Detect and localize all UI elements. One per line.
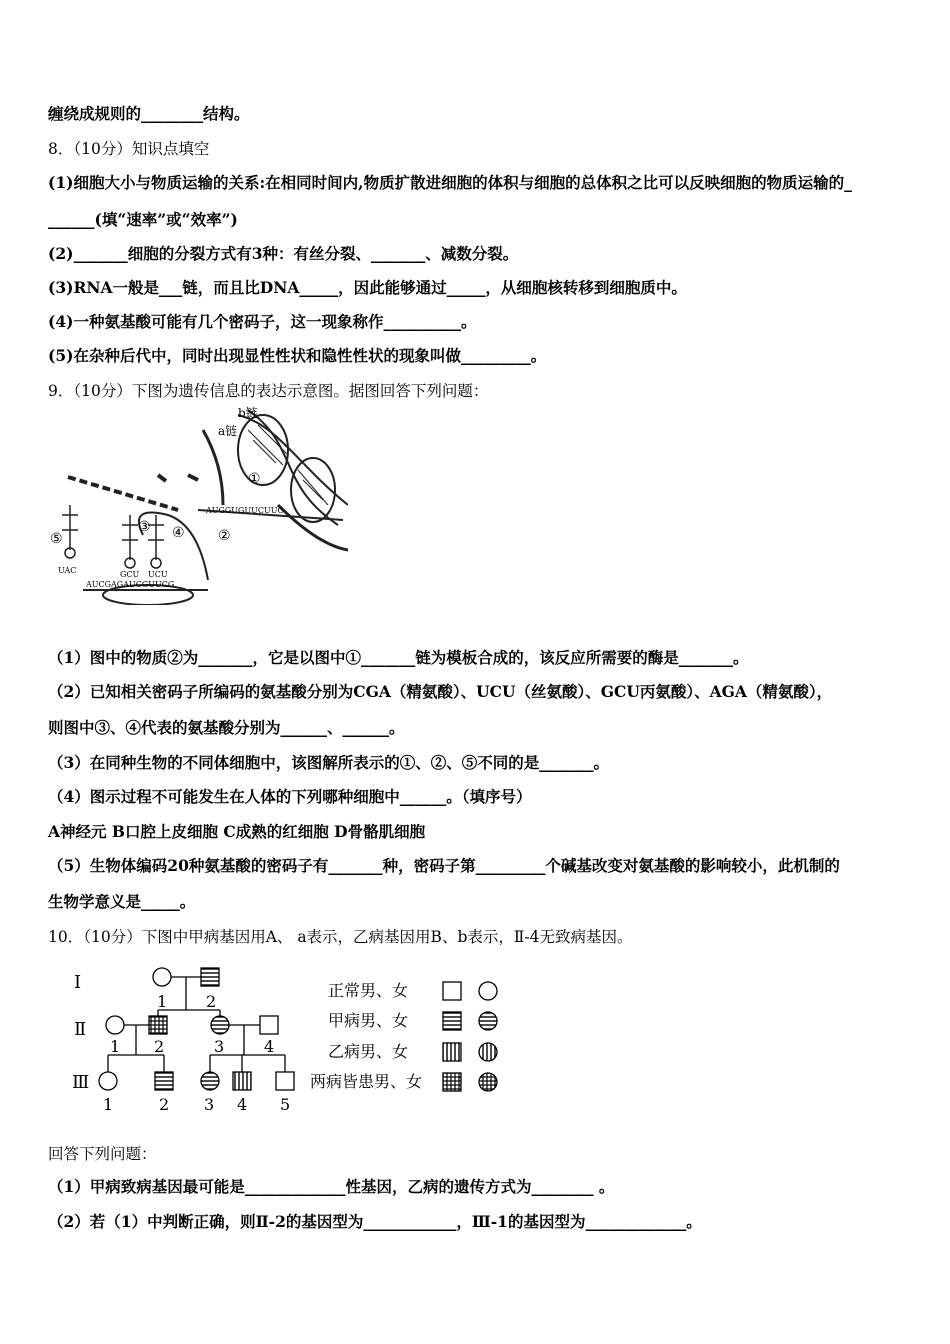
label-5: ⑤	[50, 531, 63, 547]
text-line: 则图中③、④代表的氨基酸分别为______、______。	[48, 718, 405, 737]
label-3: ③	[138, 519, 151, 535]
text-line: （3）在同种生物的不同体细胞中，该图解所表示的①、②、⑤不同的是_______。	[48, 753, 610, 772]
label-2: ②	[218, 528, 231, 544]
text-line: （4）图示过程不可能发生在人体的下列哪种细胞中______。（填序号）	[48, 787, 532, 806]
a-chain-label: a链	[218, 424, 238, 438]
III-3-number: 3	[204, 1095, 215, 1114]
text-line: （2）若（1）中判断正确，则Ⅱ-2的基因型为____________，Ⅲ-1的基因型为_____________。	[48, 1212, 702, 1231]
label-4: ④	[172, 525, 185, 541]
question-9-title: 9．（10分）下图为遗传信息的表达示意图。据图回答下列问题：	[48, 382, 489, 400]
text-line: A神经元 B口腔上皮细胞 C成熟的红细胞 D骨骼肌细胞	[48, 822, 426, 841]
text-line: 缠绕成规则的________结构。	[48, 104, 250, 123]
I-2-number: 2	[206, 992, 217, 1011]
legend-a-male	[443, 1012, 461, 1030]
II-2-number: 2	[154, 1037, 165, 1056]
legend-b-female	[479, 1043, 497, 1061]
legend-both-female	[479, 1073, 497, 1091]
text-line: (2)_______细胞的分裂方式有3种：有丝分裂、_______、减数分裂。	[48, 244, 519, 263]
legend-normal-label: 正常男、女	[328, 981, 409, 1000]
text-line: 回答下列问题：	[48, 1145, 157, 1163]
question-10-title: 10．（10分）下图中甲病基因用A、 a表示，乙病基因用B、b表示，Ⅱ-4无致病基因。	[48, 928, 633, 946]
I-1-female	[153, 968, 171, 986]
label-1: ①	[248, 471, 261, 487]
I-1-number: 1	[157, 992, 168, 1011]
II-1-female	[106, 1016, 124, 1034]
II-3-female-disease-a	[211, 1016, 229, 1034]
legend-normal-female	[479, 982, 497, 1000]
anticodon-5: UAC	[58, 566, 77, 575]
b-chain-label: b链	[238, 406, 258, 420]
II-1-number: 1	[110, 1037, 121, 1056]
legend-disease-a-label: 甲病男、女	[328, 1011, 409, 1030]
text-line: （2）已知相关密码子所编码的氨基酸分别为CGA（精氨酸）、UCU（丝氨酸）、GCU丙氨酸）、AGA（精氨酸），	[48, 682, 833, 701]
mrna-sequence: AUGGUGUUCUUC	[206, 506, 284, 515]
legend-disease-b-label: 乙病男、女	[328, 1042, 409, 1061]
II-4-male	[260, 1016, 278, 1034]
text-line: （5）生物体编码20种氨基酸的密码子有_______种，密码子第_________个碱基改变对氨基酸的影响较小，此机制的	[48, 856, 840, 875]
I-2-male-disease-a	[201, 968, 219, 986]
question-8-title: 8．（10分）知识点填空	[48, 140, 210, 158]
text-line: 生物学意义是_____。	[48, 892, 196, 911]
text-line: （1）图中的物质②为_______，它是以图中①_______链为模板合成的，该反应所需要的酶是_______。	[48, 648, 749, 667]
generation-2-label: Ⅱ	[74, 1019, 87, 1040]
legend-a-female	[479, 1012, 497, 1030]
II-3-number: 3	[214, 1037, 225, 1056]
legend-b-male	[443, 1043, 461, 1061]
III-1-number: 1	[103, 1095, 114, 1114]
III-4-number: 4	[237, 1095, 248, 1114]
text-line: (1)细胞大小与物质运输的关系:在相同时间内,物质扩散进细胞的体积与细胞的总体积之比可以反映细胞的物质运输的_	[48, 173, 852, 192]
III-5-male	[276, 1072, 294, 1090]
III-2-number: 2	[159, 1095, 170, 1114]
anticodon-3: GCU	[120, 570, 140, 579]
II-4-number: 4	[264, 1037, 275, 1056]
text-line: (5)在杂种后代中，同时出现显性性状和隐性性状的现象叫做_________。	[48, 346, 547, 365]
generation-1-label: Ⅰ	[74, 972, 82, 993]
III-4-male-disease-b	[233, 1072, 251, 1090]
II-2-male-both	[149, 1016, 167, 1034]
text-line: (3)RNA一般是___链，而且比DNA_____，因此能够通过_____，从细胞核转移到细胞质中。	[48, 278, 687, 297]
generation-3-label: Ⅲ	[72, 1072, 90, 1093]
mrna-bottom-sequence: AUCGAGAUCGUUCG	[86, 580, 175, 589]
III-3-female-disease-a	[201, 1072, 219, 1090]
anticodon-4: UCU	[148, 570, 168, 579]
text-line: ______(填“速率”或“效率”)	[48, 210, 238, 229]
III-2-male-disease-a	[155, 1072, 173, 1090]
pedigree-figure	[70, 960, 510, 1120]
text-line: （1）甲病致病基因最可能是_____________性基因，乙病的遗传方式为________ 。	[48, 1177, 615, 1196]
legend-both-male	[443, 1073, 461, 1091]
legend-both-label: 两病皆患男、女	[310, 1072, 423, 1091]
gene-expression-figure	[48, 405, 348, 605]
III-5-number: 5	[280, 1095, 291, 1114]
legend-normal-male	[443, 982, 461, 1000]
text-line: (4)一种氨基酸可能有几个密码子，这一现象称作__________。	[48, 312, 477, 331]
III-1-female	[99, 1072, 117, 1090]
